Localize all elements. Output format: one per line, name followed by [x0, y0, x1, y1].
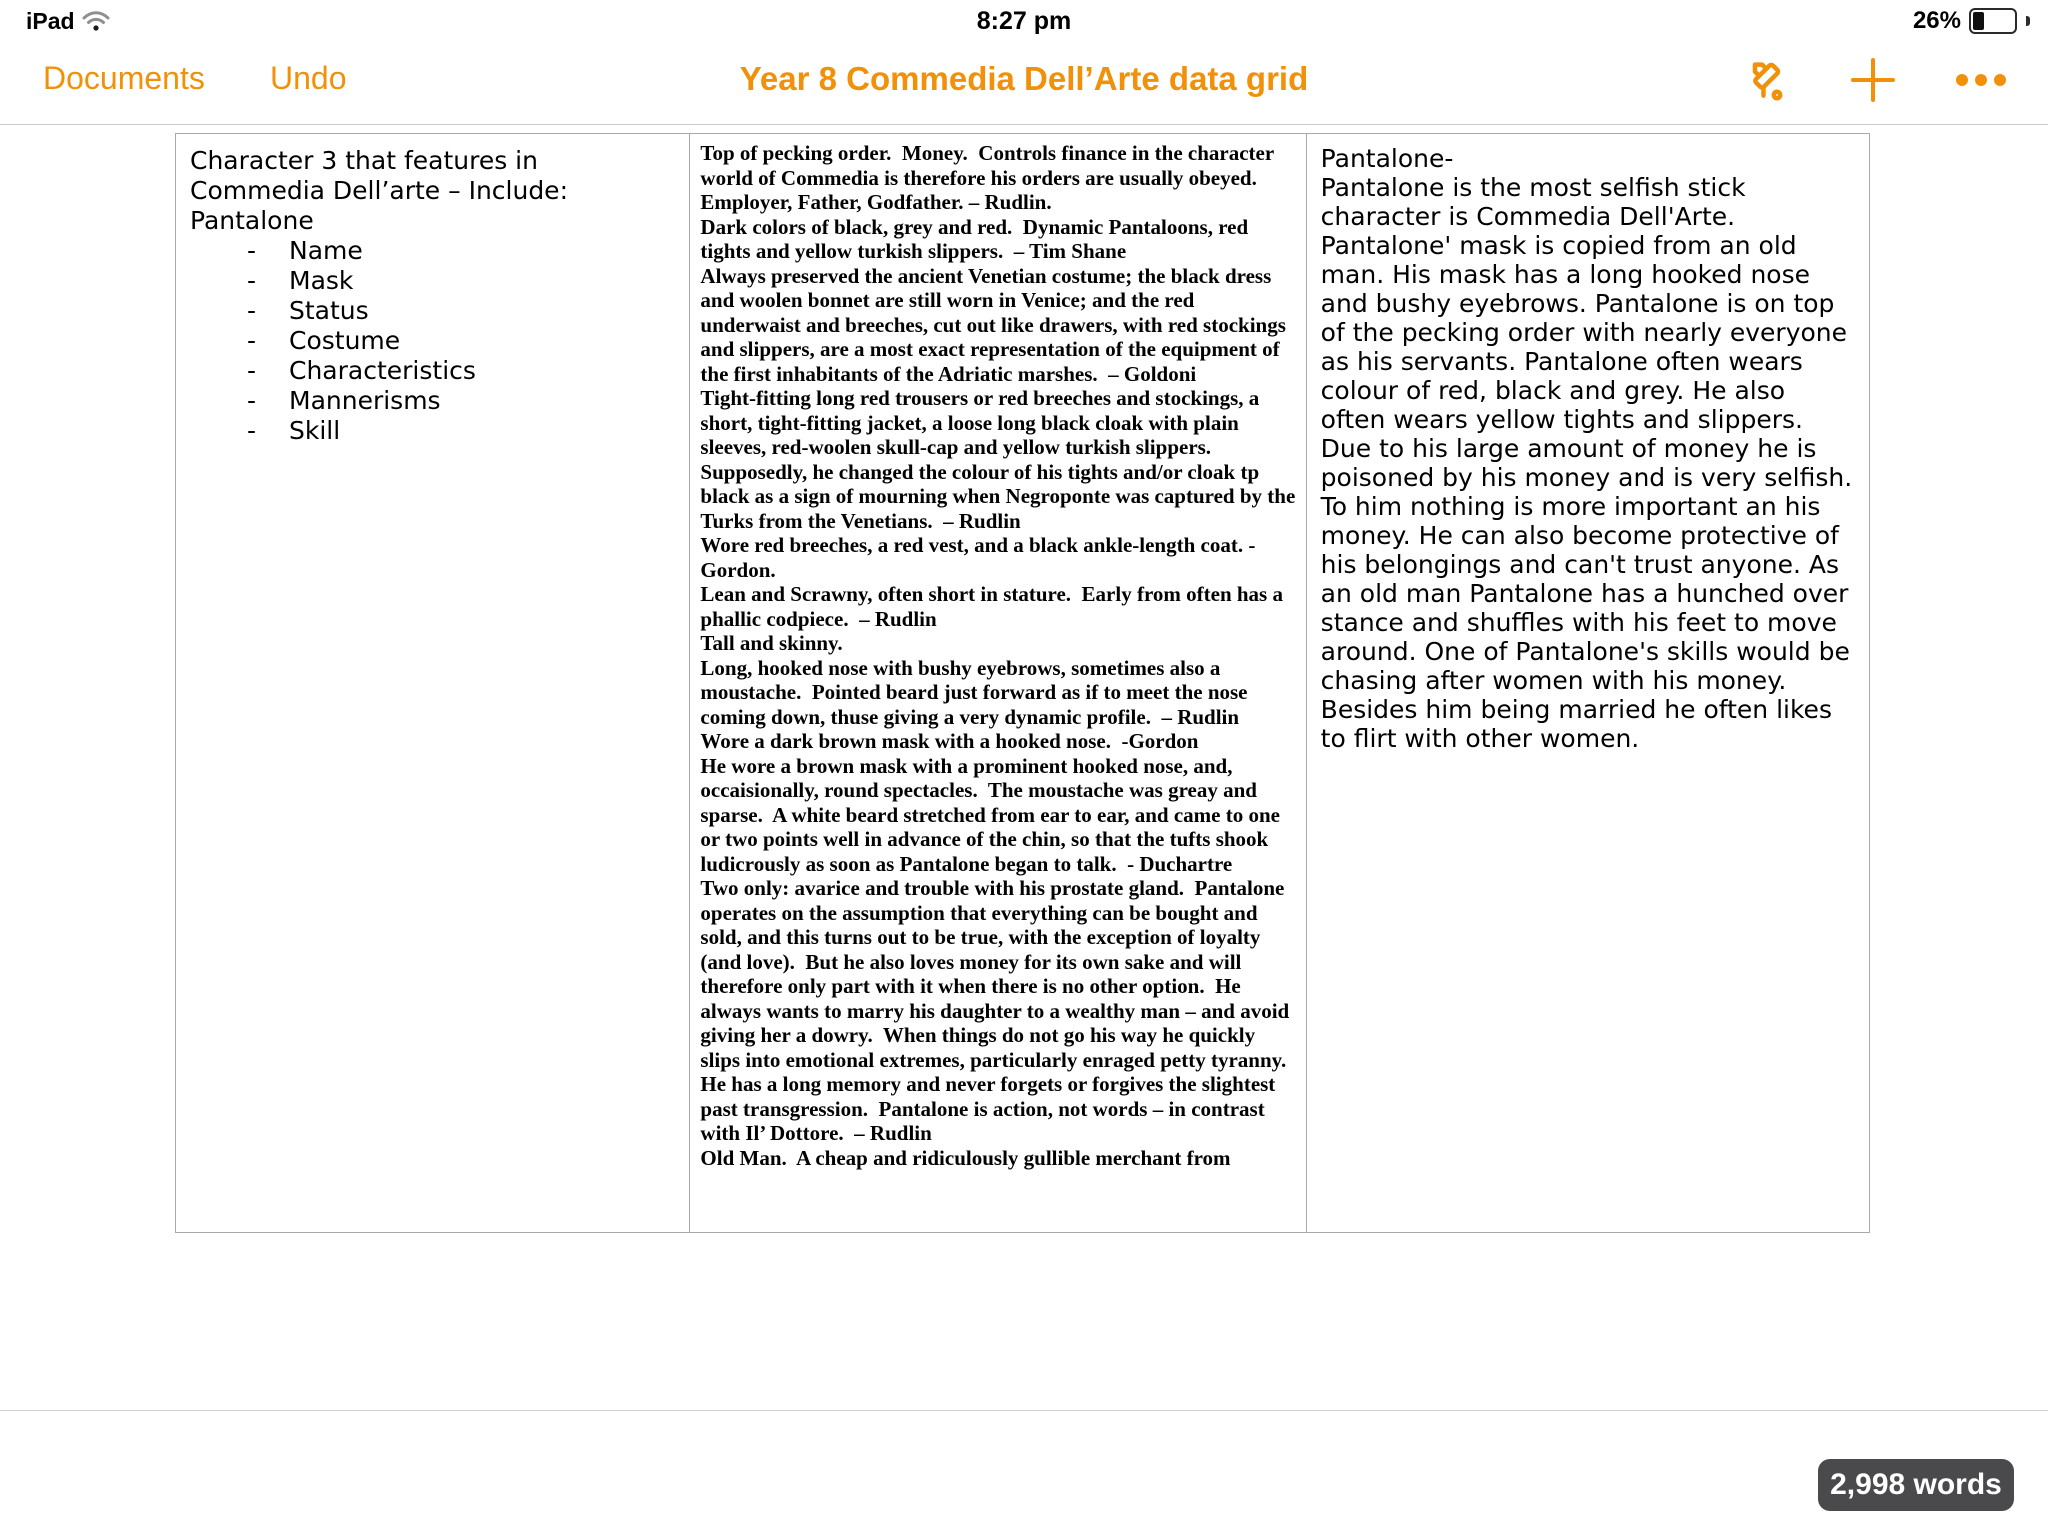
- documents-button[interactable]: Documents: [43, 60, 205, 96]
- note-paragraph: Dark colors of black, grey and red. Dynamic Pantaloons, red tights and yellow turkish slippers. – Tim Shane: [700, 214, 1254, 263]
- note-paragraph: Always preserved the ancient Venetian costume; the black dress and woolen bonnet are still worn in Venice; and the red underwaist and breeches, cut out like drawers, with red stockings and slippers, are a most exact representation of the equipment of the first inhabitants of the Adriatic marshes. – Goldoni: [700, 263, 1292, 386]
- list-item: - Mask: [247, 266, 354, 295]
- battery-percent-label: 26%: [1912, 7, 1961, 34]
- note-paragraph: Wore red breeches, a red vest, and a black ankle-length coat. - Gordon.: [700, 533, 1261, 582]
- more-icon[interactable]: [1954, 72, 2008, 93]
- grid-cell-prompt[interactable]: [176, 134, 690, 1232]
- add-icon[interactable]: [1850, 57, 1896, 108]
- device-label: iPad: [26, 8, 75, 34]
- list-item: - Mannerisms: [247, 386, 441, 415]
- toolbar-actions: [1742, 56, 2008, 108]
- battery-status: [1913, 7, 2030, 35]
- note-paragraph: Wore a dark brown mask with a hooked nose. -Gordon: [700, 729, 1199, 753]
- note-paragraph: Tight-fitting long red trousers or red breeches and stockings, a short, tight-fitting jacket, a loose long black cloak with plain sleeves, red-woolen skull-cap and yellow turkish slippers. Supposedly, he changed the colour of his tights and/or cloak tp black as a sign of mourning when Negroponte was captured by the Turks from the Venetians. – Rudlin: [700, 386, 1301, 533]
- prompt-heading: Character 3 that features in Commedia Dell’arte – Include:: [190, 146, 568, 205]
- status-clock: 8:27 pm: [976, 7, 1072, 35]
- note-paragraph: Lean and Scrawny, often short in stature. Early from often has a phallic codpiece. – Rudlin: [700, 582, 1289, 631]
- document-title: Year 8 Commedia Dell’Arte data grid: [739, 60, 1309, 97]
- footer-divider: [0, 1410, 2048, 1411]
- grid-cell-research-notes[interactable]: [690, 134, 1306, 1232]
- answer-body: Pantalone is the most selfish stick character is Commedia Dell'Arte. Pantalone' mask is copied from an old man. His mask has a long hooked nose and bushy eyebrows. Pantalone is on top of the pecking order with nearly everyone as his servants. Pantalone often wears colour of red, black and grey. He also often wears yellow tights and slippers. Due to his large amount of money he is poisoned by his money and is very selfish. To him nothing is more important an his money. He can also become protective of his belongings and can't trust anyone. As an old man Pantalone has a hunched over stance and shuffles with his feet to move around. One of Pantalone's skills would be chasing after women with his money. Besides him being married he often likes to flirt with other women.: [1320, 173, 1853, 753]
- note-paragraph: Top of pecking order. Money. Controls finance in the character world of Commedia is therefore his orders are usually obeyed. Employer, Father, Godfather. – Rudlin.: [700, 141, 1280, 214]
- data-grid-table: [175, 133, 1870, 1233]
- list-item: - Characteristics: [247, 356, 476, 385]
- list-item: - Skill: [247, 416, 341, 445]
- note-paragraph: Tall and skinny.: [700, 631, 843, 655]
- word-count-badge[interactable]: 2,998 words: [1818, 1459, 2014, 1511]
- note-paragraph: Two only: avarice and trouble with his prostate gland. Pantalone operates on the assumption that everything can be bought and sold, and this turns out to be true, with the exception of loyalty (and love). But he also loves money for its own sake and will therefore only part with it when there is no other option. He always wants to marry his daughter to a wealthy man – and avoid giving her a dowry. When things do not go his way he quickly slips into emotional extremes, particularly enraged petty tyranny. He has a long memory and never forgets or forgives the slightest past transgression. Pantalone is action, not words – in contrast with Il’ Dottore. – Rudlin: [700, 876, 1297, 1145]
- battery-nub: [2026, 16, 2030, 26]
- note-paragraph: He wore a brown mask with a prominent hooked nose, and, occaisionally, round spectacles. The moustache was greay and sparse. A white beard stretched from ear to ear, and came to one or two points well in advance of the chin, so that the tufts shook ludicrously as soon as Pantalone began to talk. - Duchartre: [700, 753, 1286, 876]
- format-brush-icon[interactable]: [1742, 54, 1792, 111]
- list-item: - Status: [247, 296, 369, 325]
- note-paragraph: Old Man. A cheap and ridiculously gullible merchant from: [700, 1145, 1231, 1170]
- answer-heading: Pantalone-: [1320, 144, 1454, 173]
- list-item: - Name: [247, 236, 363, 265]
- note-paragraph: Long, hooked nose with bushy eyebrows, sometimes also a moustache. Pointed beard just forward as if to meet the nose coming down, thuse giving a very dynamic profile. – Rudlin: [700, 655, 1253, 729]
- prompt-subject: Pantalone: [190, 206, 314, 235]
- grid-cell-student-answer[interactable]: [1307, 134, 1869, 1232]
- battery-icon: [1969, 8, 2017, 34]
- list-item: - Costume: [247, 326, 401, 355]
- undo-button[interactable]: Undo: [270, 60, 347, 96]
- toolbar-divider: [0, 124, 2048, 125]
